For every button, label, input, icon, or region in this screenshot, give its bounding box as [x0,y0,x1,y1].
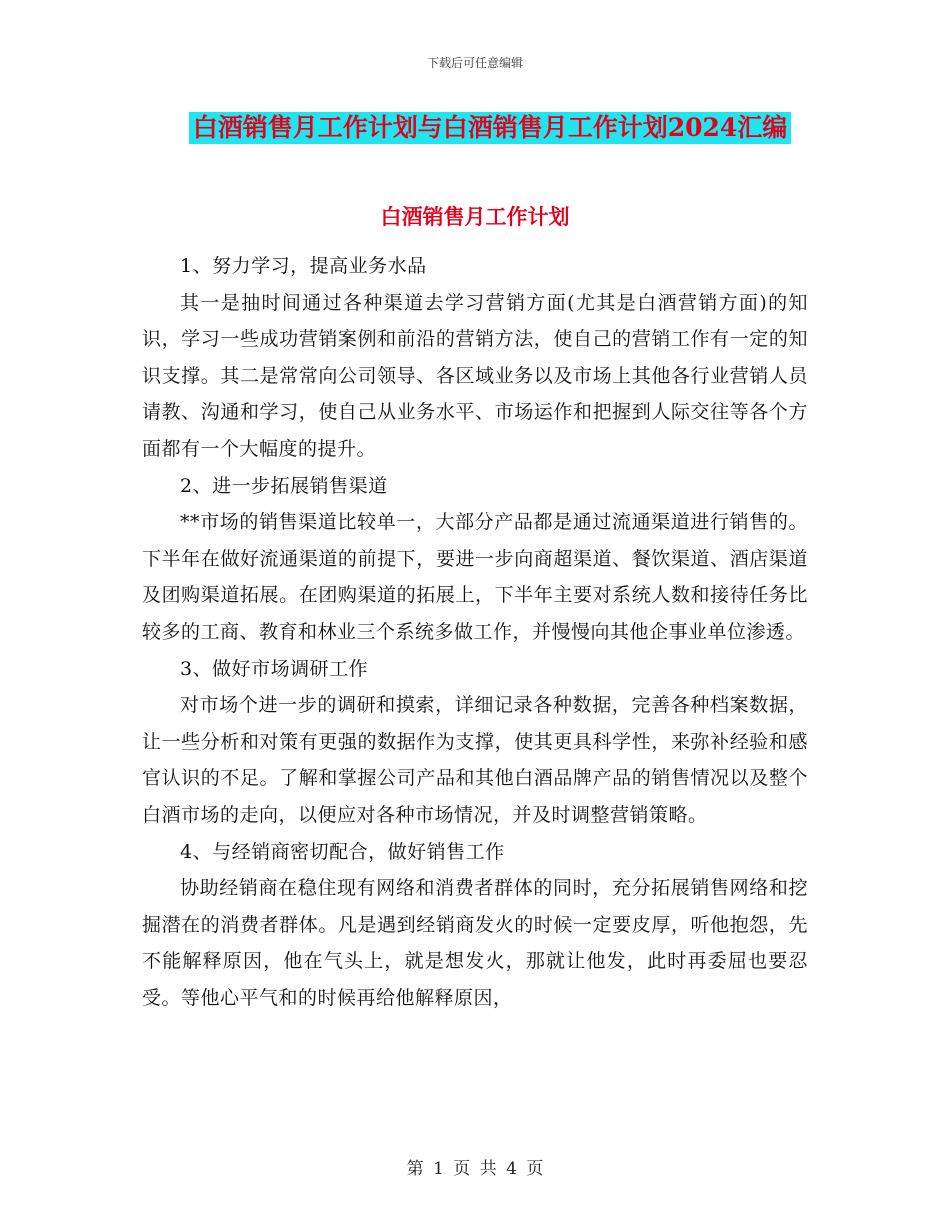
heading-research: 3、做好市场调研工作 [180,657,369,680]
document-body [142,248,808,1016]
main-title: 白酒销售月工作计划与白酒销售月工作计划2024汇编 [189,112,792,144]
heading-dealers: 4、与经销商密切配合，做好销售工作 [180,840,505,863]
heading-channels: 2、进一步拓展销售渠道 [180,474,388,497]
heading-study: 1、努力学习，提高业务水品 [180,255,427,277]
paragraph-dealers: 协助经销商在稳住现有网络和消费者群体的同时，充分拓展销售网络和挖掘潜在的消费者群体。凡是遇到经销商发火的时候一定要皮厚，听他抱怨，先不能解释原因，他在气头上，就是想发火，那就让他发，此时再委屈也要忍受。等他心平气和的时候再给他解释原因， [142,877,808,1009]
section-title: 白酒销售月工作计划 [380,204,570,229]
paragraph-study: 其一是抽时间通过各种渠道去学习营销方面(尤其是白酒营销方面)的知识，学习一些成功营销案例和前沿的营销方法，使自己的营销工作有一定的知识支撑。其二是常常向公司领导、各区域业务以及市场上其他各行业营销人员请教、沟通和学习，使自己从业务水平、市场运作和把握到人际交往等各个方面都有一个大幅度的提升。 [142,291,808,460]
paragraph-channels: **市场的销售渠道比较单一，大部分产品都是通过流通渠道进行销售的。下半年在做好流通渠道的前提下，要进一步向商超渠道、餐饮渠道、酒店渠道及团购渠道拓展。在团购渠道的拓展上，下半年主要对系统人数和接待任务比较多的工商、教育和林业三个系统多做工作，并慢慢向其他企事业单位渗透。 [142,511,808,643]
header-note: 下载后可任意编辑 [426,56,523,70]
page-footer: 第 1 页 共 4 页 [406,1159,544,1179]
paragraph-research: 对市场个进一步的调研和摸索，详细记录各种数据，完善各种档案数据，让一些分析和对策有更强的数据作为支撑，使其更具科学性，来弥补经验和感官认识的不足。了解和掌握公司产品和其他白酒品牌产品的销售情况以及整个白酒市场的走向，以便应对各种市场情况，并及时调整营销策略。 [142,694,808,826]
main-title-wrap [0,112,950,144]
